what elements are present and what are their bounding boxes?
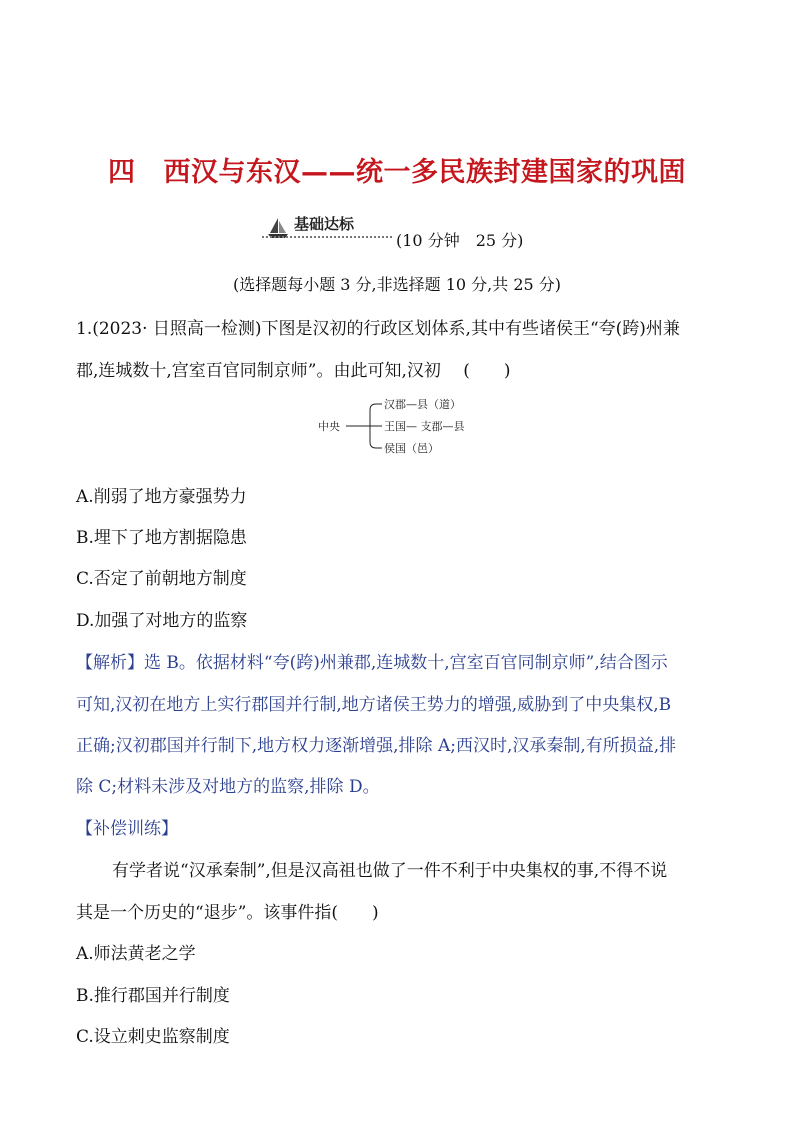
compensation-option-b: B.推行郡国并行制度: [76, 986, 230, 1006]
analysis-line2: 可知,汉初在地方上实行郡国并行制,地方诸侯王势力的增强,威胁到了中央集权,B: [76, 695, 672, 715]
question1-option-b: B.埋下了地方割据隐患: [76, 528, 247, 548]
question1-option-c: C.否定了前朝地方制度: [76, 569, 247, 589]
analysis-line4: 除 C;材料未涉及对地方的监察,排除 D。: [76, 777, 380, 797]
question1-option-a: A.削弱了地方豪强势力: [76, 487, 247, 507]
scoring-note: (选择题每小题 3 分,非选择题 10 分,共 25 分): [232, 275, 562, 294]
analysis-line3: 正确;汉初郡国并行制下,地方权力逐渐增强,排除 A;西汉时,汉承秦制,有所损益,排: [76, 736, 677, 756]
analysis-line1: 【解析】选 B。依据材料“夸(跨)州兼郡,连城数十,宫室百官同制京师”,结合图示: [76, 653, 668, 673]
lesson-title: [0, 150, 794, 189]
diagram-center: 中央: [318, 420, 340, 433]
diagram-branch-han-commandery: 汉郡—县（道）: [384, 398, 461, 411]
lesson-title-text: 西汉与东汉——统一多民族封建国家的巩固: [163, 157, 686, 188]
question1-option-d: D.加强了对地方的监察: [76, 611, 248, 631]
section-badge-label: 基础达标: [294, 215, 355, 233]
compensation-option-c: C.设立刺史监察制度: [76, 1027, 230, 1047]
badge-dotted-line: [262, 236, 392, 238]
time-and-score: (10 分钟 25 分): [396, 231, 524, 250]
compensation-header: 【补偿训练】: [76, 819, 178, 839]
compensation-stem-line1: 有学者说“汉承秦制”,但是汉高祖也做了一件不利于中央集权的事,不得不说: [112, 861, 668, 881]
question1-stem-line2: 郡,连城数十,宫室百官同制京师”。由此可知,汉初 ( ): [76, 361, 511, 381]
diagram-branch-kingdom: 王国— 支郡—县: [384, 420, 465, 433]
compensation-option-a: A.师法黄老之学: [76, 944, 196, 964]
question1-stem-line1: 1.(2023· 日照高一检测)下图是汉初的行政区划体系,其中有些诸侯王“夸(跨)州兼: [76, 319, 680, 339]
compensation-stem-line2: 其是一个历史的“退步”。该事件指( ): [76, 903, 379, 923]
diagram-branch-marquisate: 侯国（邑）: [384, 442, 439, 455]
admin-division-diagram: [310, 392, 490, 462]
lesson-number: 四: [108, 157, 136, 188]
